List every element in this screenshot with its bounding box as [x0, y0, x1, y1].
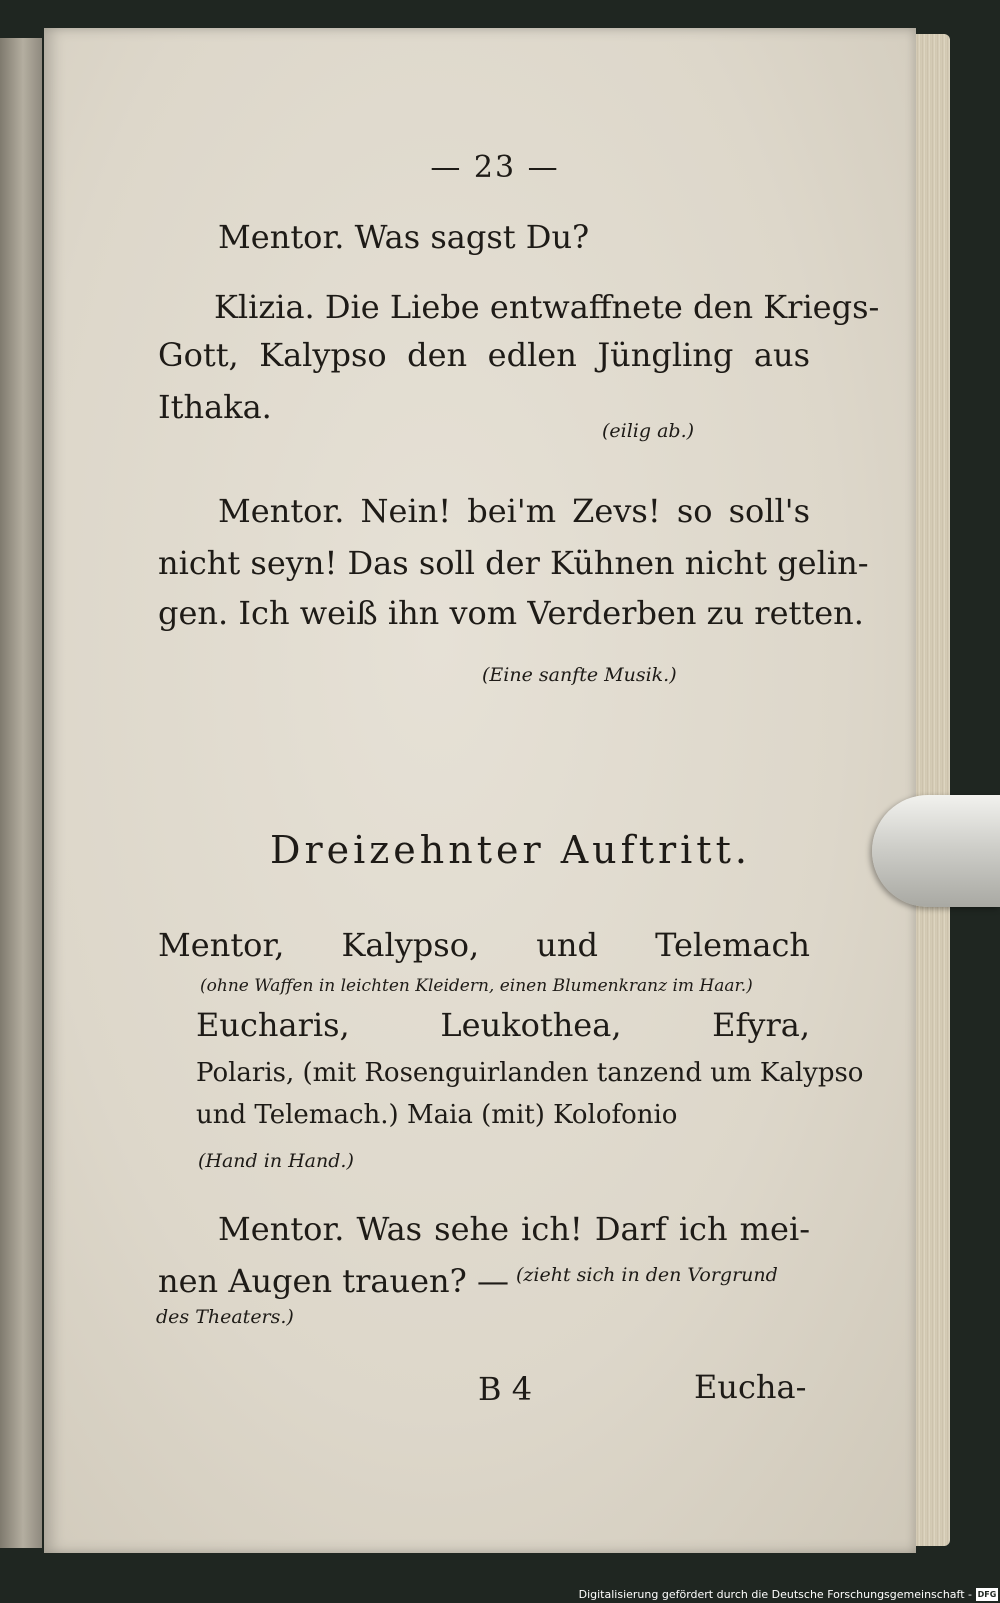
text-line-3: Gott, Kalypso den edlen Jüngling aus	[158, 336, 810, 374]
signature-mark: B 4	[478, 1370, 533, 1408]
text-line-5: Mentor. Nein! bei'm Zevs! so soll's	[218, 492, 810, 530]
closing-direction-2: des Theaters.)	[156, 1306, 294, 1328]
text-line-1: Mentor. Was sagst Du?	[218, 218, 590, 256]
text-line-4: Ithaka.	[158, 388, 272, 426]
closing-direction-1: (zieht sich in den Vorgrund	[516, 1264, 778, 1286]
digitization-credit: Digitalisierung gefördert durch die Deutsche Forschungsgemeinschaft -	[578, 1588, 972, 1601]
dfg-badge: DFG	[977, 1590, 997, 1599]
page-block-edge	[916, 34, 950, 1546]
facing-page-edge	[0, 38, 42, 1548]
closing-line-1: Mentor. Was sehe ich! Darf ich mei-	[218, 1210, 810, 1248]
stage-direction-1: (eilig ab.)	[602, 420, 695, 442]
closing-line-2: nen Augen trauen? —	[158, 1262, 509, 1300]
text-line-2: Klizia. Die Liebe entwaffnete den Kriegs-	[214, 288, 880, 326]
cast-line-1: Mentor, Kalypso, und Telemach	[158, 926, 810, 964]
cast-line-4: und Telemach.) Maia (mit) Kolofonio	[196, 1100, 678, 1130]
scene-title: Dreizehnter Auftritt.	[270, 828, 751, 872]
cast-direction-2: (Hand in Hand.)	[198, 1150, 354, 1172]
page-clip	[872, 795, 1000, 907]
text-line-6: nicht seyn! Das soll der Kühnen nicht gelin-	[158, 544, 869, 582]
cast-line-3: Polaris, (mit Rosenguirlanden tanzend um Kalypso	[196, 1058, 864, 1088]
cast-direction-1: (ohne Waffen in leichten Kleidern, einen Blumenkranz im Haar.)	[200, 976, 753, 996]
cast-line-2: Eucharis, Leukothea, Efyra,	[196, 1006, 810, 1044]
text-line-7: gen. Ich weiß ihn vom Verderben zu retten.	[158, 594, 864, 632]
stage-direction-2: (Eine sanfte Musik.)	[482, 664, 677, 686]
page-number-header: — 23 —	[430, 150, 560, 185]
catchword: Eucha-	[694, 1368, 807, 1406]
